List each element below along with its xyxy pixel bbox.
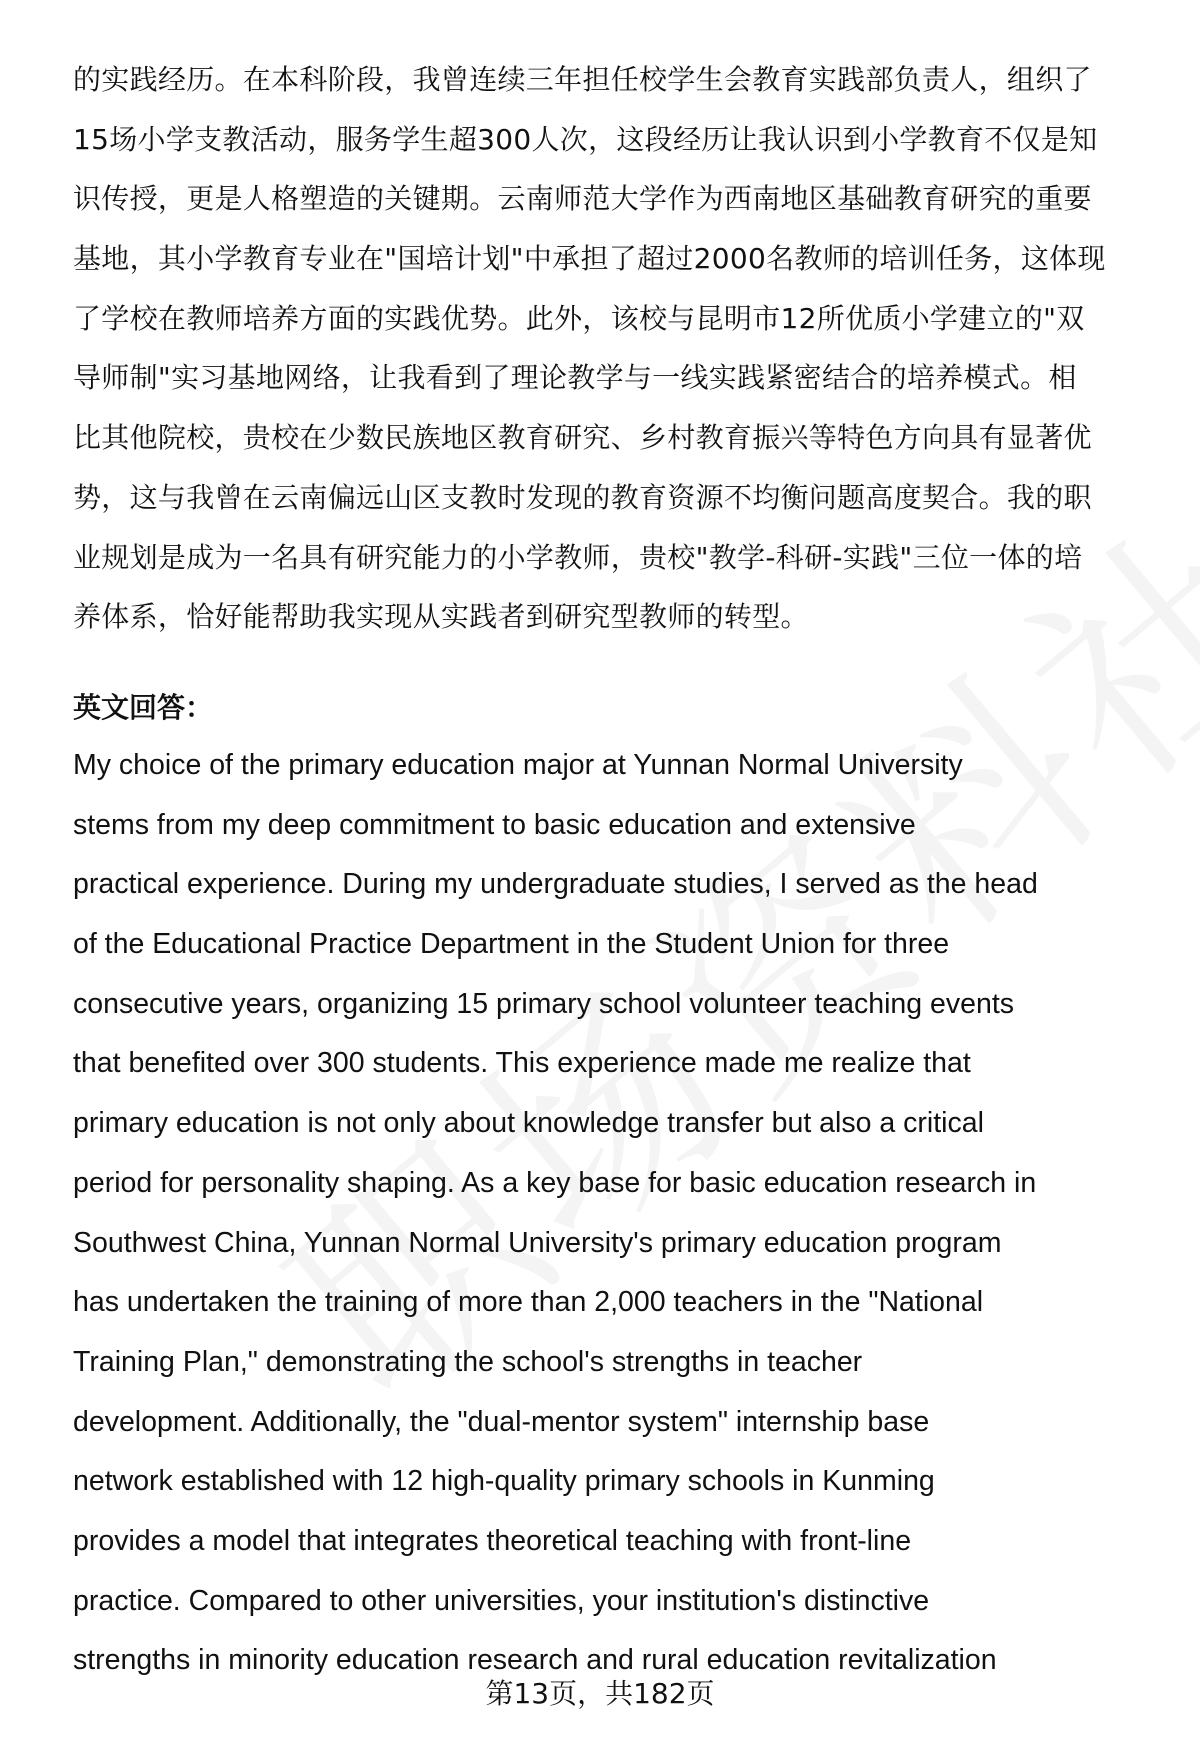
text-line: 业规划是成为一名具有研究能力的小学教师，贵校"教学-科研-实践"三位一体的培 <box>73 540 1083 574</box>
text-line: primary education is not only about knowledge transfer but also a critical <box>73 1107 984 1140</box>
text-line: My choice of the primary education major at Yunnan Normal University <box>73 749 963 781</box>
text-line: has undertaken the training of more than 2,000 teachers in the "National <box>73 1286 984 1319</box>
text-line: provides a model that integrates theoretical teaching with front-line <box>73 1524 912 1557</box>
text-line: that benefited over 300 students. This experience made me realize that <box>73 1047 971 1080</box>
chinese-answer-paragraph <box>73 50 1163 647</box>
text-line: 15场小学支教活动，服务学生超300人次，这段经历让我认识到小学教育不仅是知 <box>73 122 1098 156</box>
english-answer-paragraph <box>73 736 1163 1691</box>
text-line: development. Additionally, the "dual-mentor system" internship base <box>73 1405 930 1438</box>
text-line: consecutive years, organizing 15 primary school volunteer teaching events <box>73 987 1015 1020</box>
text-line: 的实践经历。在本科阶段，我曾连续三年担任校学生会教育实践部负责人，组织了 <box>73 63 1092 96</box>
text-line: 养体系，恰好能帮助我实现从实践者到研究型教师的转型。 <box>73 600 809 634</box>
text-line: of the Educational Practice Department in the Student Union for three <box>73 928 950 961</box>
text-line: Southwest China, Yunnan Normal University's primary education program <box>73 1226 1002 1259</box>
page-number: 第13页，共182页 <box>485 1677 715 1710</box>
text-line: 比其他院校，贵校在少数民族地区教育研究、乡村教育振兴等特色方向具有显著优 <box>73 421 1092 455</box>
text-line: network established with 12 high-quality primary schools in Kunming <box>73 1465 935 1498</box>
text-line: stems from my deep commitment to basic education and extensive <box>73 808 916 841</box>
text-line: Training Plan," demonstrating the school's strengths in teacher <box>73 1345 863 1378</box>
text-line: strengths in minority education research and rural education revitalization <box>73 1644 997 1677</box>
text-line: 基地，其小学教育专业在"国培计划"中承担了超过2000名教师的培训任务，这体现 <box>73 242 1106 276</box>
text-line: practical experience. During my undergraduate studies, I served as the head <box>73 868 1038 901</box>
text-line: 导师制"实习基地网络，让我看到了理论教学与一线实践紧密结合的培养模式。相 <box>73 361 1077 395</box>
text-line: 识传授，更是人格塑造的关键期。云南师范大学作为西南地区基础教育研究的重要 <box>73 182 1092 216</box>
text-line: period for personality shaping. As a key base for basic education research in <box>73 1166 1037 1199</box>
text-line: 了学校在教师培养方面的实践优势。此外，该校与昆明市12所优质小学建立的"双 <box>73 301 1085 335</box>
text-line: practice. Compared to other universities, your institution's distinctive <box>73 1584 930 1617</box>
english-answer-heading: 英文回答： <box>73 691 214 724</box>
text-line: 势，这与我曾在云南偏远山区支教时发现的教育资源不均衡问题高度契合。我的职 <box>73 480 1092 514</box>
